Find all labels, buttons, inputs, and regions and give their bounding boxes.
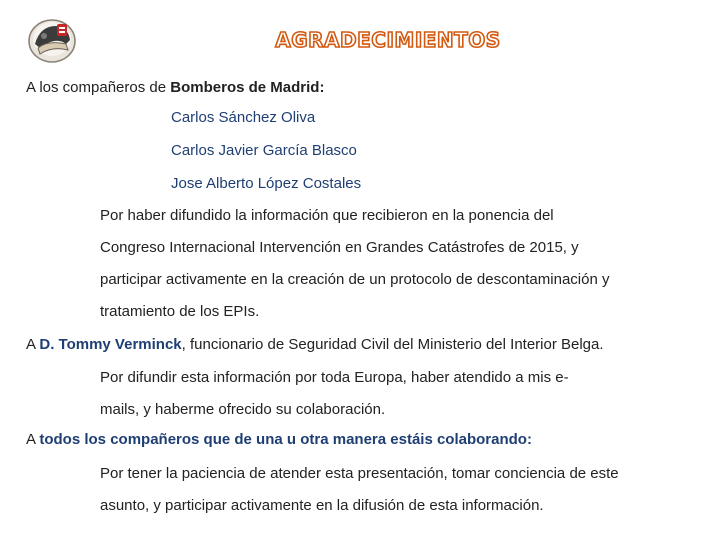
section1-suffix: : bbox=[319, 79, 325, 96]
name-item: Carlos Sánchez Oliva bbox=[171, 109, 316, 126]
section2-suffix: , funcionario de Seguridad Civil del Ministerio del Interior Belga. bbox=[181, 336, 604, 353]
section1-prefix: A los compañeros de bbox=[26, 79, 171, 96]
section3-reason-line: Por tener la paciencia de atender esta presentación, tomar conciencia de este bbox=[100, 465, 619, 482]
name-item: Carlos Javier García Blasco bbox=[171, 142, 357, 159]
section2-prefix: A bbox=[26, 336, 40, 353]
section3-reason-line: asunto, y participar activamente en la difusión de esta información. bbox=[100, 497, 544, 514]
section2-heading bbox=[26, 335, 604, 355]
section2-reason-line: mails, y haberme ofrecido su colaboración. bbox=[100, 401, 386, 418]
section3-prefix: A bbox=[26, 431, 40, 448]
section1-reason-line: Por haber difundido la información que recibieron en la ponencia del bbox=[100, 207, 554, 224]
name-item: Jose Alberto López Costales bbox=[171, 175, 362, 192]
section1-reason-line: tratamiento de los EPIs. bbox=[100, 303, 260, 320]
section1-reason-line: Congreso Internacional Intervención en Grandes Catástrofes de 2015, y bbox=[100, 239, 579, 256]
page-title: AGRADECIMIENTOS bbox=[275, 28, 501, 52]
section1-heading bbox=[26, 78, 324, 98]
section3-group: todos los compañeros que de una u otra manera estáis colaborando: bbox=[39, 431, 532, 448]
section1-org: Bomberos de Madrid bbox=[170, 79, 320, 96]
section2-person: D. Tommy Verminck bbox=[39, 336, 182, 353]
section3-heading bbox=[26, 430, 532, 450]
section1-reason-line: participar activamente en la creación de un protocolo de descontaminación y bbox=[100, 271, 610, 288]
section2-reason-line: Por difundir esta información por toda Europa, haber atendido a mis e- bbox=[100, 369, 569, 386]
